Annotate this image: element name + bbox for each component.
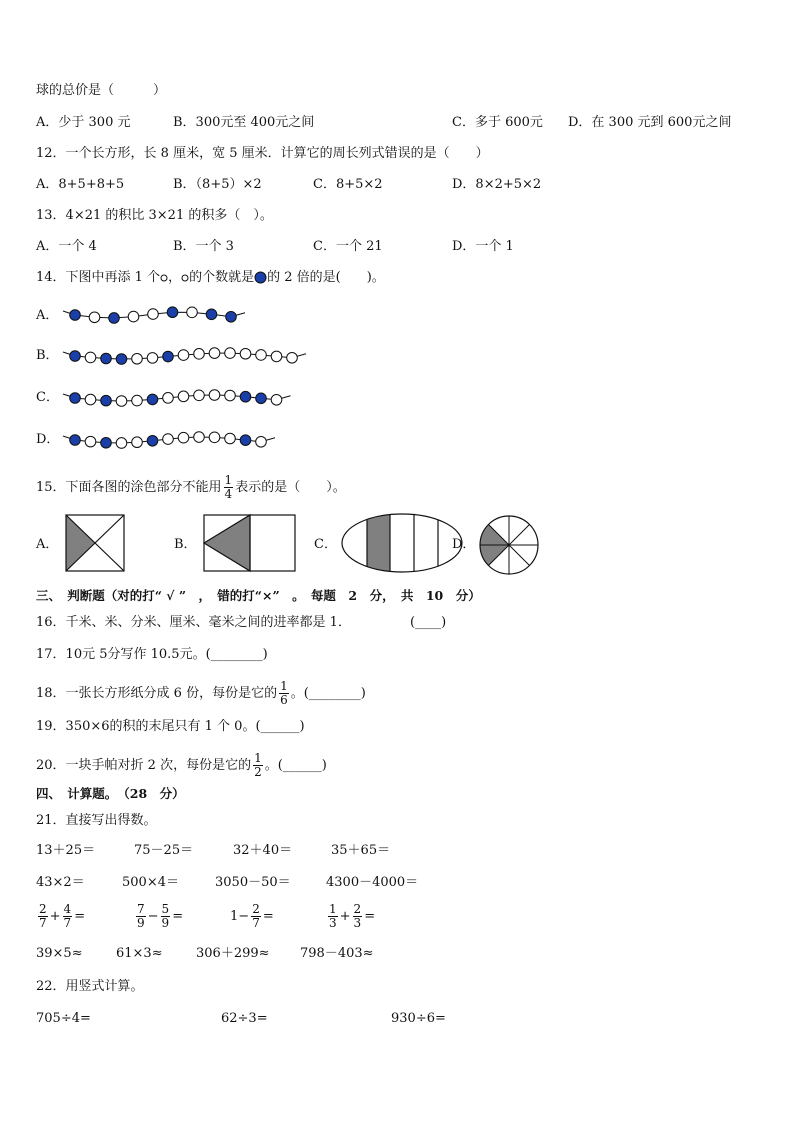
q21-item: 32＋40＝ bbox=[233, 843, 293, 858]
fraction bbox=[63, 903, 73, 930]
fraction-numerator: 1 bbox=[254, 751, 262, 765]
blue-bead bbox=[70, 435, 81, 446]
fraction-numerator: 1 bbox=[329, 902, 337, 916]
white-bead bbox=[148, 309, 159, 320]
white-bead bbox=[116, 396, 127, 407]
q14-stem-mid: ， bbox=[168, 270, 182, 285]
q14-stem-pre: 14．下图中再添 1 个 bbox=[36, 270, 161, 285]
fraction-numerator: 4 bbox=[63, 902, 72, 916]
fraction-numerator: 7 bbox=[137, 902, 145, 916]
white-bead bbox=[209, 432, 220, 443]
equals-sign: = bbox=[364, 909, 376, 924]
white-bead bbox=[225, 390, 236, 401]
q16-stem: 16．千米、米、分米、厘米、毫米之间的进率都是 1． bbox=[36, 615, 351, 630]
q15-label-d: D． bbox=[452, 537, 476, 552]
operator: + bbox=[49, 909, 61, 924]
q21-fraction-item bbox=[326, 900, 375, 934]
q18-text: 18．一张长方形纸分成 6 份，每份是它的 bbox=[36, 686, 278, 701]
q19-text: 19．350×6的积的末尾只有 1 个 0。 bbox=[36, 719, 256, 734]
fraction-numerator: 1 bbox=[280, 679, 288, 693]
q21-stem: 21．直接写出得数。 bbox=[36, 813, 157, 828]
q15-label-a: A． bbox=[36, 537, 59, 552]
blue-bead bbox=[240, 435, 251, 446]
white-bead bbox=[116, 438, 127, 449]
fraction-denominator: 3 bbox=[329, 916, 337, 930]
q14-label-d: D． bbox=[36, 432, 60, 447]
q20-text: 20．一块手帕对折 2 次，每份是它的 bbox=[36, 758, 252, 773]
white-bead bbox=[271, 394, 282, 405]
sector-divider bbox=[509, 545, 530, 566]
square-x-figure bbox=[65, 514, 125, 572]
blue-bead bbox=[167, 307, 178, 318]
fraction bbox=[224, 474, 234, 501]
fraction-numerator: 5 bbox=[161, 902, 170, 916]
blue-bead bbox=[70, 393, 81, 404]
blue-bead bbox=[70, 351, 81, 362]
operator: − bbox=[238, 909, 250, 924]
q11-option-c: C．多于 600元 bbox=[452, 115, 543, 130]
q14-stem-mid2: 的个数就是 bbox=[189, 270, 255, 285]
q14-label-b: B． bbox=[36, 348, 59, 363]
q11-stem: 球的总价是（ ） bbox=[36, 83, 167, 98]
white-bead bbox=[132, 353, 143, 364]
q11-option-a: A．少于 300 元 bbox=[36, 115, 131, 130]
blue-bead bbox=[70, 310, 81, 321]
equals-sign: = bbox=[74, 909, 86, 924]
q21-fraction-item bbox=[230, 900, 274, 934]
white-bead bbox=[240, 348, 251, 359]
q15-label-b: B． bbox=[174, 537, 197, 552]
q15-stem bbox=[36, 474, 346, 501]
fraction-denominator: 3 bbox=[353, 916, 362, 930]
oval-strips-figure bbox=[341, 513, 463, 573]
fraction bbox=[279, 680, 289, 707]
white-bead bbox=[225, 433, 236, 444]
q14-label-c: C． bbox=[36, 390, 59, 405]
q17-stem bbox=[36, 647, 268, 663]
white-bead bbox=[194, 349, 205, 360]
fraction-denominator: 2 bbox=[254, 765, 262, 779]
blue-bead bbox=[256, 393, 267, 404]
blue-bead bbox=[101, 353, 112, 364]
blue-bead-icon bbox=[254, 271, 267, 284]
q21-item: 35＋65＝ bbox=[331, 843, 391, 858]
fraction-denominator: 7 bbox=[252, 916, 260, 930]
equals-sign: = bbox=[172, 909, 184, 924]
operator: + bbox=[339, 909, 351, 924]
q21-item: 43×2＝ bbox=[36, 875, 85, 890]
white-bead bbox=[132, 395, 143, 406]
q21-item: 798－403≈ bbox=[300, 946, 374, 961]
blue-bead bbox=[101, 437, 112, 448]
q15-stem-pre: 15．下面各图的涂色部分不能用 bbox=[36, 480, 222, 495]
white-bead bbox=[178, 350, 189, 361]
fraction-denominator: 9 bbox=[161, 916, 170, 930]
q13-option-d: D．一个 1 bbox=[452, 239, 514, 254]
q21-item: 500×4＝ bbox=[122, 875, 179, 890]
white-bead bbox=[89, 312, 100, 323]
white-bead-icon bbox=[160, 274, 168, 282]
fraction-denominator: 7 bbox=[63, 916, 72, 930]
q18-answer-blank[interactable]: (________) bbox=[303, 686, 366, 701]
blue-bead bbox=[147, 394, 158, 405]
white-bead bbox=[163, 393, 174, 404]
q19-stem bbox=[36, 719, 305, 735]
fraction-denominator: 7 bbox=[39, 916, 47, 930]
q21-item: 13＋25＝ bbox=[36, 843, 96, 858]
blue-bead bbox=[206, 309, 217, 320]
white-bead bbox=[187, 307, 198, 318]
q14-label-a: A． bbox=[36, 308, 59, 323]
white-bead bbox=[271, 351, 282, 362]
q12-option-a: A．8+5+8+5 bbox=[36, 177, 125, 192]
q14-stem bbox=[36, 270, 385, 286]
white-bead bbox=[163, 434, 174, 445]
fraction-numerator: 2 bbox=[252, 902, 260, 916]
white-bead bbox=[85, 436, 96, 447]
fraction bbox=[353, 903, 363, 930]
q20-text-end: 。 bbox=[264, 758, 278, 773]
white-bead bbox=[85, 394, 96, 405]
fraction bbox=[253, 752, 263, 779]
whole-number: 1 bbox=[230, 909, 239, 924]
circle-sectors-figure bbox=[478, 514, 540, 576]
q21-item: 4300－4000＝ bbox=[326, 875, 419, 890]
q12-option-b: B．（8+5）×2 bbox=[173, 177, 262, 192]
q14-stem-post: 的 2 倍的是( )。 bbox=[267, 270, 385, 285]
blue-bead bbox=[163, 351, 174, 362]
white-bead-icon bbox=[181, 274, 189, 282]
blue-bead bbox=[109, 313, 120, 324]
q21-item: 61×3≈ bbox=[116, 946, 163, 961]
sector-divider bbox=[509, 524, 530, 545]
section-3-title: 三、 判断题（对的打“ √ ” ， 错的打“×” 。 每题 2 分， 共 10 分） bbox=[36, 588, 481, 603]
q21-fraction-item bbox=[36, 900, 85, 934]
fraction bbox=[161, 903, 171, 930]
white-bead bbox=[132, 437, 143, 448]
fraction-numerator: 1 bbox=[224, 473, 233, 487]
q22-item: 930÷6= bbox=[391, 1011, 446, 1026]
q21-item: 3050－50＝ bbox=[215, 875, 291, 890]
fraction bbox=[38, 903, 48, 930]
blue-bead bbox=[240, 391, 251, 402]
fraction-denominator: 6 bbox=[280, 693, 288, 707]
fraction-denominator: 4 bbox=[224, 487, 233, 501]
fraction-numerator: 2 bbox=[39, 902, 47, 916]
bead-strings bbox=[0, 290, 794, 470]
q18-text-end: 。 bbox=[290, 686, 304, 701]
fraction bbox=[328, 903, 338, 930]
white-bead bbox=[256, 436, 267, 447]
q13-option-a: A．一个 4 bbox=[36, 239, 97, 254]
operator: − bbox=[147, 909, 159, 924]
white-bead bbox=[209, 348, 220, 359]
q15-label-c: C． bbox=[314, 537, 337, 552]
white-bead bbox=[256, 350, 267, 361]
blue-bead bbox=[116, 354, 127, 365]
q12-option-c: C．8+5×2 bbox=[313, 177, 383, 192]
white-bead bbox=[147, 353, 158, 364]
q21-fraction-item bbox=[134, 900, 183, 934]
q13-option-b: B．一个 3 bbox=[173, 239, 234, 254]
q17-text: 17．10元 5分写作 10.5元。 bbox=[36, 647, 206, 662]
q21-item: 39×5≈ bbox=[36, 946, 83, 961]
fraction bbox=[251, 903, 261, 930]
q13-stem: 13．4×21 的积比 3×21 的积多（ ）。 bbox=[36, 208, 273, 223]
fraction-numerator: 2 bbox=[353, 902, 362, 916]
white-bead bbox=[85, 352, 96, 363]
white-bead bbox=[225, 348, 236, 359]
blue-bead bbox=[101, 395, 112, 406]
q16-answer-blank[interactable]: (____) bbox=[410, 615, 447, 630]
white-bead bbox=[178, 432, 189, 443]
q22-stem: 22．用竖式计算。 bbox=[36, 979, 144, 994]
white-bead bbox=[194, 432, 205, 443]
white-bead bbox=[128, 311, 139, 322]
equals-sign: = bbox=[262, 909, 274, 924]
q20-stem bbox=[36, 752, 327, 780]
q18-stem bbox=[36, 680, 366, 708]
q15-stem-post: 表示的是（ ）。 bbox=[235, 480, 346, 495]
fraction-denominator: 9 bbox=[137, 916, 145, 930]
q20-answer-blank[interactable]: (______) bbox=[277, 758, 327, 773]
blue-bead bbox=[147, 435, 158, 446]
section-4-title: 四、 计算题。 （28 分） bbox=[36, 786, 185, 801]
q21-item: 306＋299≈ bbox=[196, 946, 270, 961]
q13-option-c: C．一个 21 bbox=[313, 239, 383, 254]
q19-answer-blank[interactable]: (______) bbox=[255, 719, 305, 734]
white-bead bbox=[194, 390, 205, 401]
fraction bbox=[136, 903, 146, 930]
q22-item: 62÷3= bbox=[221, 1011, 268, 1026]
white-bead bbox=[178, 391, 189, 402]
q22-item: 705÷4= bbox=[36, 1011, 91, 1026]
q17-answer-blank[interactable]: (________) bbox=[205, 647, 268, 662]
q11-option-d: D．在 300 元到 600元之间 bbox=[568, 115, 732, 130]
white-bead bbox=[209, 390, 220, 401]
q12-option-d: D．8×2+5×2 bbox=[452, 177, 542, 192]
q21-item: 75－25＝ bbox=[134, 843, 194, 858]
blue-bead bbox=[226, 311, 237, 322]
q12-stem: 12．一个长方形，长 8 厘米，宽 5 厘米．计算它的周长列式错误的是（ ） bbox=[36, 146, 489, 161]
q11-option-b: B．300元至 400元之间 bbox=[173, 115, 315, 130]
white-bead bbox=[287, 352, 298, 363]
rectangle-triangle-figure bbox=[203, 514, 296, 572]
